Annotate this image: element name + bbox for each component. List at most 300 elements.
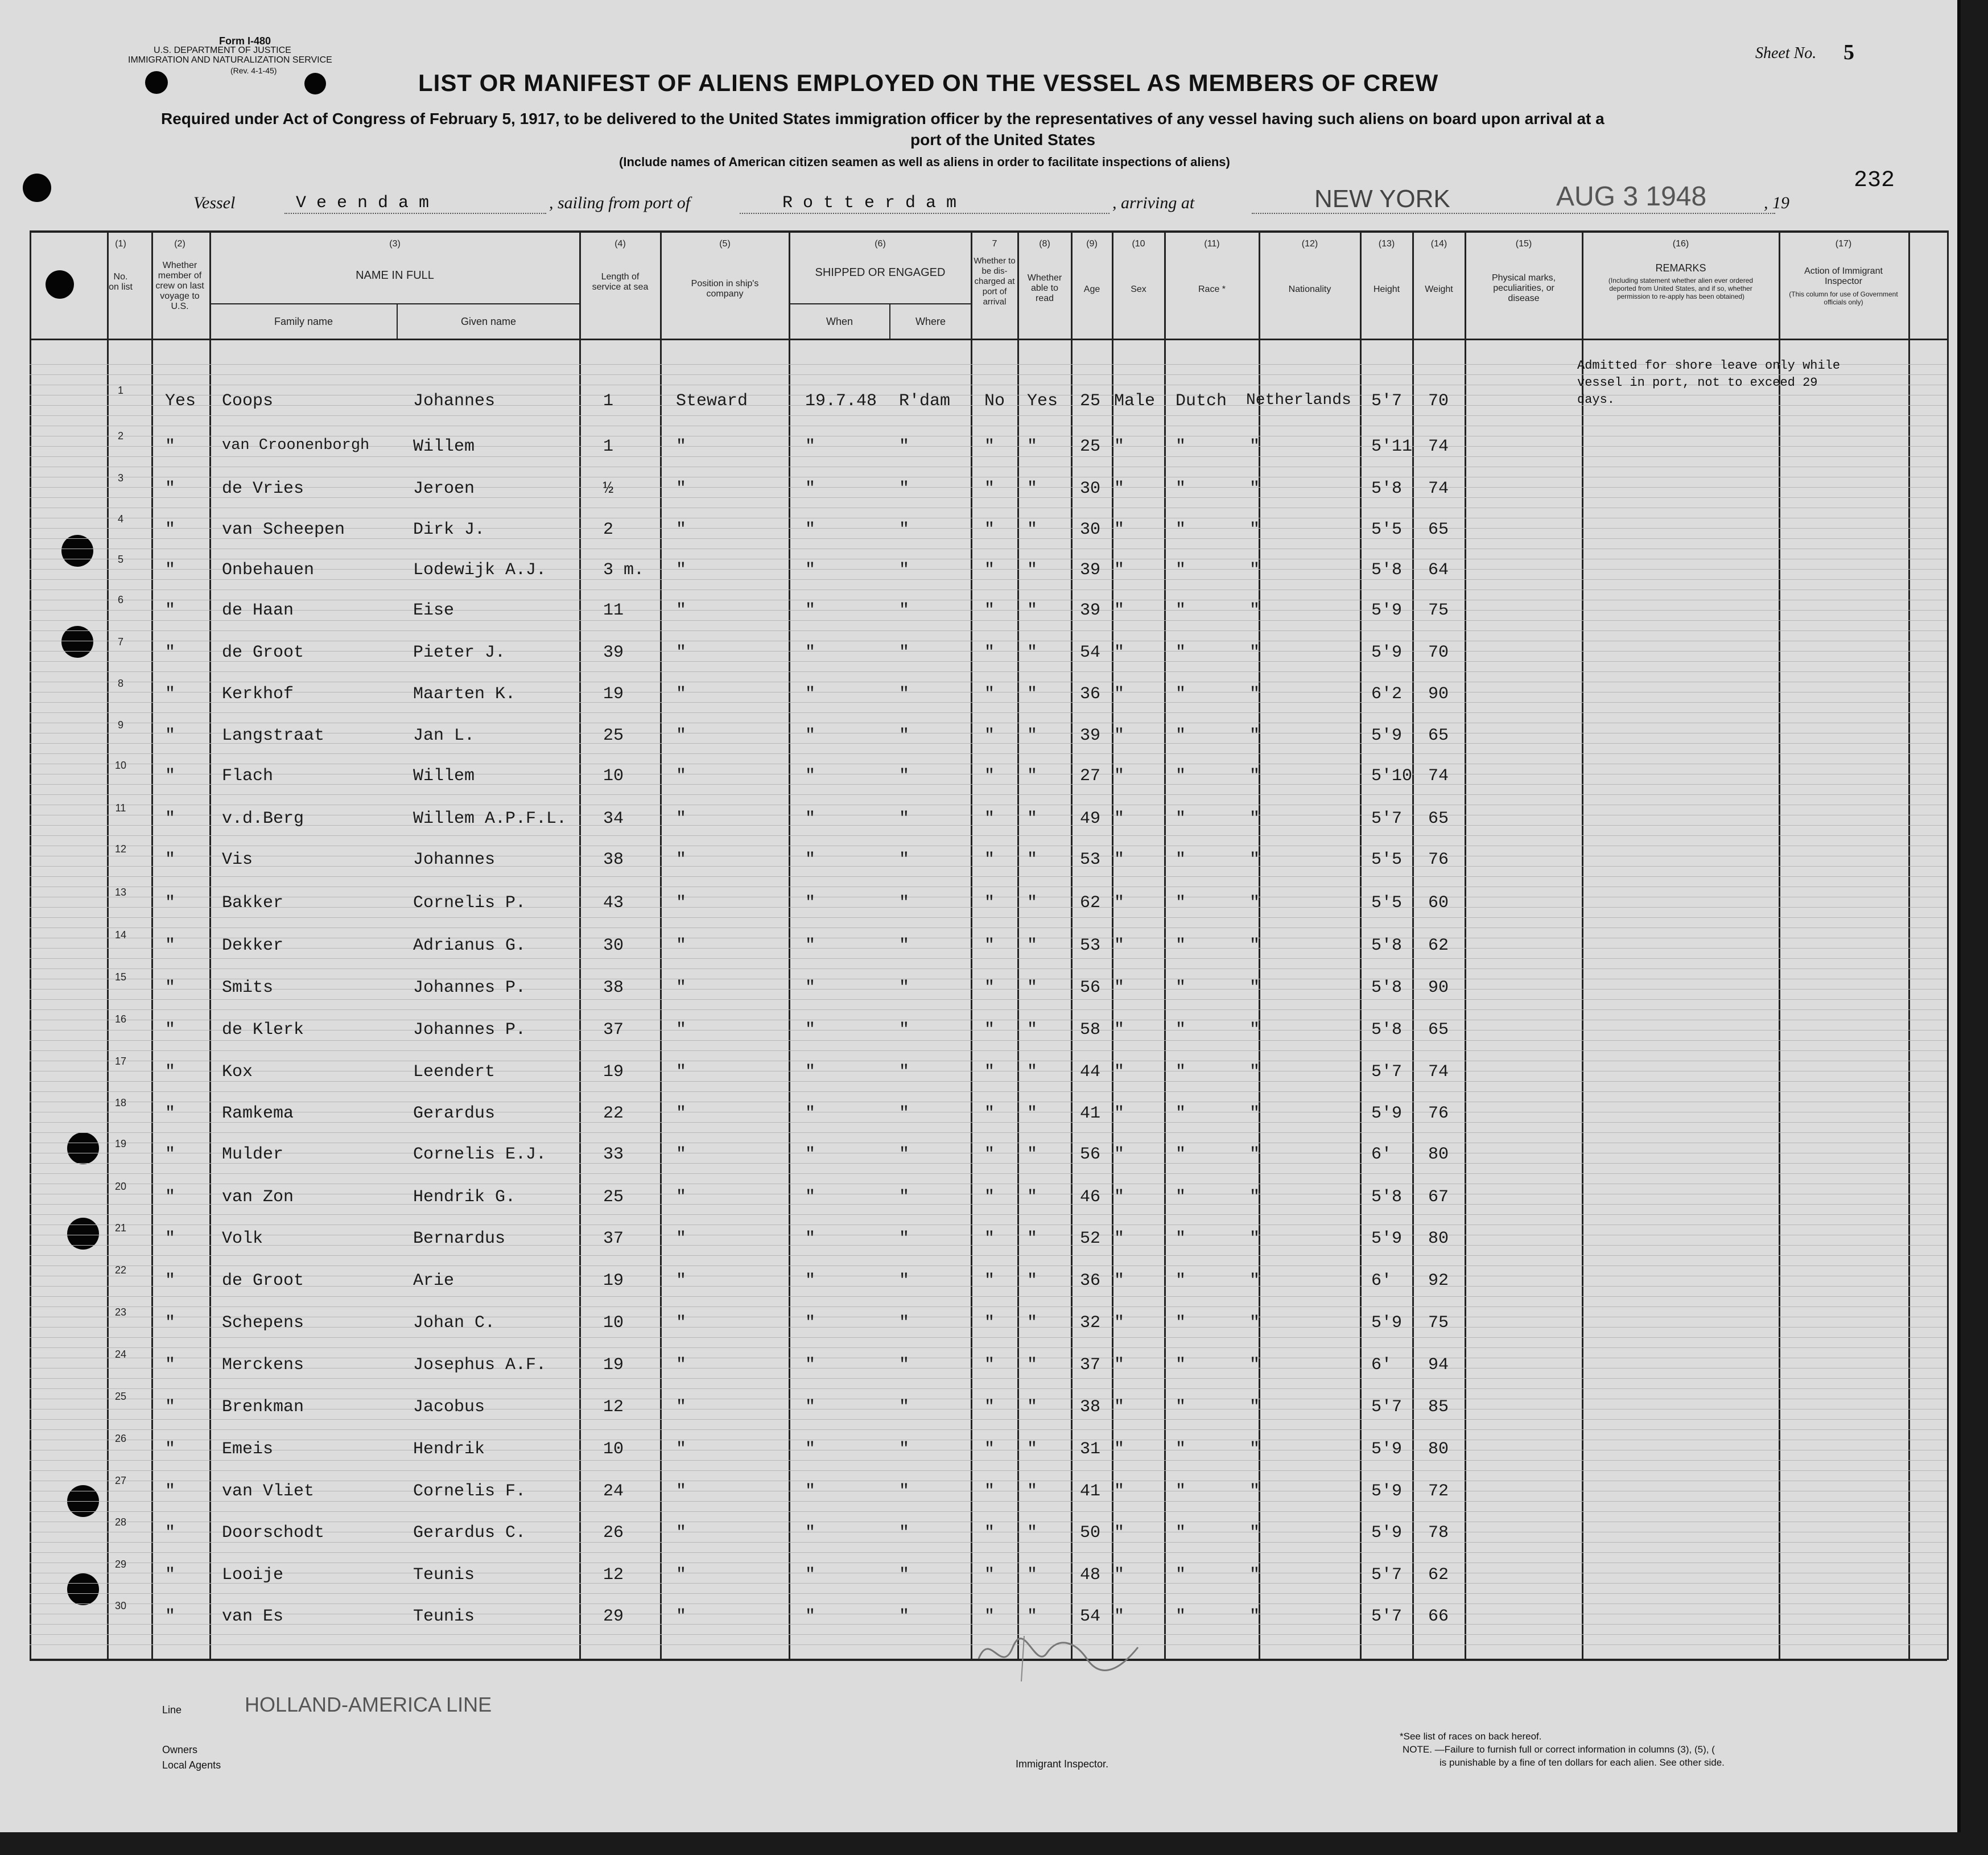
cell-family: Doorschodt [222,1523,325,1543]
cell-position: " [676,1188,687,1207]
cell-position: " [676,520,687,539]
cell-service: 39 [603,643,624,662]
cell-family: de Vries [222,479,304,498]
cell-family: Onbehauen [222,560,315,580]
punch-hole [23,174,51,202]
cell-prev: " [165,1020,176,1040]
cell-prev: " [165,1398,176,1417]
cell-read: " [1027,1607,1038,1626]
row-number: 24 [114,1349,127,1360]
year-label: , 19 [1764,193,1789,212]
cell-service: 34 [603,809,624,828]
cell-service: ½ [603,479,614,498]
cell-discharge: " [984,809,995,828]
cell-where: " [899,1565,910,1585]
column-divider [1947,230,1949,1660]
cell-where: " [899,1062,910,1082]
cell-read: " [1027,1104,1038,1123]
ruled-line [30,630,1947,631]
cell-read: " [1027,643,1038,662]
cell-age: 46 [1080,1188,1101,1207]
races-note: *See list of races on back hereof. [1400,1731,1542,1742]
cell-service: 26 [603,1523,624,1543]
cell-nationality: " [1249,437,1260,456]
arriving-label: , arriving at [1112,193,1195,212]
cell-age: 53 [1080,850,1101,869]
cell-discharge: " [984,726,995,745]
ruled-line [30,620,1947,621]
cell-family: Volk [222,1229,263,1248]
cell-discharge: " [984,978,995,997]
penalty-note-2: is punishable by a fine of ten dollars for each alien. See other side. [1440,1757,1725,1768]
cell-family: van Zon [222,1188,294,1207]
cell-nationality: " [1249,1565,1260,1585]
cell-service: 37 [603,1020,624,1040]
cell-when: " [805,1523,816,1543]
col10-header: Sex [1131,285,1146,294]
cell-race: " [1176,1062,1186,1082]
cell-given: Jacobus [413,1398,485,1417]
cell-race: Dutch [1176,391,1227,411]
col8-number: (8) [1039,239,1050,249]
cell-service: 37 [603,1229,624,1248]
cell-where: " [899,1398,910,1417]
cell-family: van Croonenborgh [222,437,370,454]
cell-read: " [1027,479,1038,498]
cell-when: " [805,437,816,456]
cell-service: 1 [603,391,614,411]
cell-position: " [676,1020,687,1040]
cell-service: 12 [603,1565,624,1585]
col13-header: Height [1373,285,1400,294]
row-number: 21 [114,1222,127,1234]
col15-header: Physical marks, peculiarities, or disease [1491,273,1556,303]
cell-given: Cornelis F. [413,1482,526,1501]
cell-where: R'dam [899,391,951,411]
column-divider [1017,230,1019,1660]
ruled-line [30,835,1947,836]
cell-prev: " [165,643,176,662]
cell-race: " [1176,560,1186,580]
col4-header: Length of service at sea [592,272,649,292]
cell-nationality: " [1249,1188,1260,1207]
cell-nationality: " [1249,978,1260,997]
cell-family: Brenkman [222,1398,304,1417]
cell-service: 33 [603,1145,624,1164]
cell-height: 5'8 [1371,1020,1403,1040]
cell-discharge: " [984,1229,995,1248]
cell-age: 25 [1080,437,1101,456]
cell-read: " [1027,685,1038,704]
row-number: 26 [114,1433,127,1444]
cell-where: " [899,1104,910,1123]
cell-discharge: " [984,1145,995,1164]
cell-family: Smits [222,978,274,997]
cell-given: Willem [413,766,475,786]
line-label: Line [162,1704,182,1716]
cell-service: 25 [603,1188,624,1207]
cell-family: Kox [222,1062,253,1082]
cell-service: 1 [603,437,614,456]
cell-given: Hendrik [413,1440,485,1459]
cell-when: " [805,643,816,662]
ruled-line [30,794,1947,795]
cell-age: 27 [1080,766,1101,786]
cell-height: 5'8 [1371,1188,1403,1207]
cell-race: " [1176,1523,1186,1543]
page-stamp: 232 [1854,168,1895,193]
cell-where: " [899,936,910,955]
cell-sex: " [1114,1188,1125,1207]
form-service: IMMIGRATION AND NATURALIZATION SERVICE [128,55,332,65]
cell-family: Emeis [222,1440,274,1459]
col12-number: (12) [1301,239,1318,249]
cell-where: " [899,1145,910,1164]
cell-nationality: " [1249,643,1260,662]
cell-family: Ramkema [222,1104,294,1123]
cell-race: " [1176,1313,1186,1333]
col15-number: (15) [1515,239,1532,249]
cell-nationality: " [1249,1355,1260,1375]
cell-weight: 74 [1428,1062,1449,1082]
cell-height: 5'5 [1371,850,1403,869]
cell-discharge: " [984,893,995,913]
cell-weight: 64 [1428,560,1449,580]
cell-weight: 78 [1428,1523,1449,1543]
cell-prev: " [165,1607,176,1626]
cell-prev: " [165,601,176,620]
shipping-line: HOLLAND-AMERICA LINE [245,1693,492,1716]
cell-race: " [1176,893,1186,913]
cell-weight: 80 [1428,1145,1449,1164]
cell-where: " [899,643,910,662]
row-number: 11 [115,802,126,814]
cell-service: 12 [603,1398,624,1417]
row-number: 15 [114,971,127,983]
cell-race: " [1176,643,1186,662]
cell-weight: 67 [1428,1188,1449,1207]
cell-position: " [676,560,687,580]
cell-family: Merckens [222,1355,304,1375]
col14-number: (14) [1430,239,1447,249]
ruled-line [30,1470,1947,1471]
cell-sex: " [1114,978,1125,997]
cell-race: " [1176,1020,1186,1040]
cell-family: Langstraat [222,726,325,745]
column-divider [1465,230,1466,1660]
cell-read: " [1027,1271,1038,1291]
cell-sex: " [1114,893,1125,913]
cell-family: Kerkhof [222,685,294,704]
col6-number: (6) [875,239,886,249]
cell-age: 38 [1080,1398,1101,1417]
cell-weight: 62 [1428,936,1449,955]
cell-sex: " [1114,1565,1125,1585]
cell-height: 5'8 [1371,479,1403,498]
cell-prev: " [165,520,176,539]
cell-read: " [1027,1565,1038,1585]
cell-weight: 62 [1428,1565,1449,1585]
cell-when: " [805,1145,816,1164]
cell-sex: " [1114,1020,1125,1040]
cell-where: " [899,685,910,704]
cell-sex: " [1114,1440,1125,1459]
cell-height: 5'7 [1371,1607,1403,1626]
cell-where: " [899,893,910,913]
cell-sex: " [1114,601,1125,620]
column-divider [789,230,790,1660]
cell-when: " [805,479,816,498]
cell-weight: 92 [1428,1271,1449,1291]
cell-prev: " [165,479,176,498]
cell-nationality: " [1249,1607,1260,1626]
cell-sex: " [1114,726,1125,745]
cell-nationality: " [1249,1145,1260,1164]
cell-when: " [805,726,816,745]
cell-given: Eise [413,601,455,620]
punch-hole [61,535,93,567]
cell-given: Jan L. [413,726,475,745]
cell-nationality: " [1249,1313,1260,1333]
cell-sex: " [1114,520,1125,539]
cell-prev: " [165,766,176,786]
cell-height: 5'10 [1371,766,1413,786]
cell-where: " [899,601,910,620]
cell-when: " [805,1355,816,1375]
cell-given: Maarten K. [413,685,516,704]
col6-where-header: Where [915,316,946,327]
cell-service: 2 [603,520,614,539]
cell-sex: " [1114,1313,1125,1333]
cell-prev: " [165,809,176,828]
col9-header: Age [1083,285,1100,294]
cell-age: 44 [1080,1062,1101,1082]
column-divider [971,230,972,1660]
cell-family: Coops [222,391,274,411]
cell-position: " [676,1313,687,1333]
cell-prev: " [165,1523,176,1543]
inspector-label: Immigrant Inspector. [1016,1758,1109,1770]
cell-discharge: " [984,1523,995,1543]
column-divider [1071,230,1073,1660]
cell-weight: 94 [1428,1355,1449,1375]
col7-number: 7 [992,239,997,249]
cell-height: 5'8 [1371,936,1403,955]
cell-given: Arie [413,1271,455,1291]
col11-number: (11) [1204,239,1220,249]
cell-sex: " [1114,1482,1125,1501]
row-number: 14 [114,929,127,941]
cell-service: 3 m. [603,560,645,580]
cell-when: " [805,1271,816,1291]
cell-where: " [899,437,910,456]
cell-service: 29 [603,1607,624,1626]
cell-height: 5'11 [1371,437,1413,456]
cell-race: " [1176,685,1186,704]
cell-weight: 75 [1428,1313,1449,1333]
cell-race: " [1176,479,1186,498]
ruled-line [30,1603,1947,1604]
cell-position: " [676,479,687,498]
cell-weight: 70 [1428,643,1449,662]
cell-age: 37 [1080,1355,1101,1375]
cell-read: Yes [1027,391,1058,411]
row-number: 12 [114,843,127,855]
cell-service: 38 [603,850,624,869]
row-number: 2 [117,430,123,442]
cell-weight: 60 [1428,893,1449,913]
col10-number: (10 [1132,239,1145,249]
cell-race: " [1176,1607,1186,1626]
row-number: 9 [117,719,123,731]
cell-height: 6' [1371,1271,1392,1291]
cell-where: " [899,1523,910,1543]
column-divider [1908,230,1910,1660]
cell-read: " [1027,1145,1038,1164]
cell-family: de Klerk [222,1020,304,1040]
cell-height: 5'7 [1371,391,1403,411]
owners-label: Owners [162,1744,198,1755]
cell-position: " [676,1523,687,1543]
cell-position: " [676,1482,687,1501]
cell-prev: " [165,726,176,745]
cell-family: Looije [222,1565,284,1585]
cell-discharge: " [984,766,995,786]
ruled-line [30,1347,1947,1348]
cell-position: " [676,809,687,828]
cell-nationality: " [1249,1020,1260,1040]
cell-sex: " [1114,1523,1125,1543]
cell-when: " [805,936,816,955]
cell-nationality: " [1249,850,1260,869]
cell-sex: " [1114,685,1125,704]
cell-prev: Yes [165,391,196,411]
cell-height: 6' [1371,1145,1392,1164]
cell-where: " [899,1229,910,1248]
ruled-line [30,1378,1947,1379]
cell-sex: " [1114,1355,1125,1375]
subtitle-line-1: Required under Act of Congress of February 5, 1917, to be delivered to the United States immigration officer by the representatives of any vessel having such aliens on board upon arrival at a [161,110,1605,127]
cell-height: 5'9 [1371,1229,1403,1248]
row-number: 16 [114,1013,127,1025]
cell-nationality: " [1249,936,1260,955]
cell-height: 5'7 [1371,809,1403,828]
cell-discharge: " [984,601,995,620]
cell-where: " [899,1440,910,1459]
ruled-line [30,1593,1947,1594]
cell-weight: 65 [1428,1020,1449,1040]
ruled-line [30,1050,1947,1051]
cell-where: " [899,1271,910,1291]
cell-given: Pieter J. [413,643,506,662]
cell-height: 5'7 [1371,1565,1403,1585]
cell-race: " [1176,437,1186,456]
cell-prev: " [165,1482,176,1501]
cell-family: van Scheepen [222,520,345,539]
cell-given: Bernardus [413,1229,506,1248]
cell-read: " [1027,560,1038,580]
punch-hole [145,71,168,94]
cell-given: Dirk J. [413,520,485,539]
cell-position: " [676,685,687,704]
row-number: 25 [114,1391,127,1402]
cell-family: de Groot [222,1271,304,1291]
cell-weight: 76 [1428,1104,1449,1123]
cell-service: 25 [603,726,624,745]
cell-position: Steward [676,391,748,411]
col2-number: (2) [174,239,185,249]
cell-nationality: " [1249,1062,1260,1082]
ruled-line [30,1552,1947,1553]
cell-given: Johannes P. [413,978,526,997]
ruled-line [30,1429,1947,1430]
cell-family: Dekker [222,936,284,955]
cell-when: " [805,850,816,869]
cell-nationality: " [1249,1482,1260,1501]
ruled-line [30,1255,1947,1256]
cell-position: " [676,1565,687,1585]
cell-prev: " [165,936,176,955]
row-number: 29 [114,1559,127,1570]
column-divider [1164,230,1166,1660]
row-number: 5 [117,554,123,565]
cell-where: " [899,1313,910,1333]
cell-position: " [676,726,687,745]
cell-sex: " [1114,850,1125,869]
cell-read: " [1027,1440,1038,1459]
ruled-line [30,1388,1947,1389]
column-divider [579,230,581,1660]
cell-read: " [1027,1398,1038,1417]
ruled-line [30,1501,1947,1502]
cell-where: " [899,809,910,828]
cell-position: " [676,850,687,869]
ruled-line [30,876,1947,877]
cell-weight: 66 [1428,1607,1449,1626]
ruled-line [30,1296,1947,1297]
cell-height: 5'5 [1371,893,1403,913]
row-number: 8 [117,678,123,689]
cell-weight: 80 [1428,1229,1449,1248]
cell-race: " [1176,1482,1186,1501]
page-title: LIST OR MANIFEST OF ALIENS EMPLOYED ON THE VESSEL AS MEMBERS OF CREW [418,69,1439,96]
ruled-line [30,1091,1947,1092]
cell-read: " [1027,726,1038,745]
cell-age: 54 [1080,1607,1101,1626]
cell-service: 43 [603,893,624,913]
cell-nationality: " [1249,601,1260,620]
col6-header: SHIPPED OR ENGAGED [815,266,946,279]
cell-read: " [1027,437,1038,456]
cell-where: " [899,1355,910,1375]
cell-race: " [1176,936,1186,955]
cell-prev: " [165,893,176,913]
cell-prev: " [165,1440,176,1459]
col13-number: (13) [1378,239,1395,249]
cell-age: 41 [1080,1104,1101,1123]
port-of-departure: R o t t e r d a m [782,193,957,213]
punch-hole [67,1573,99,1605]
cell-race: " [1176,1398,1186,1417]
cell-age: 50 [1080,1523,1101,1543]
cell-read: " [1027,936,1038,955]
cell-read: " [1027,978,1038,997]
cell-prev: " [165,437,176,456]
cell-age: 48 [1080,1565,1101,1585]
cell-read: " [1027,1229,1038,1248]
ruled-line [30,917,1947,918]
cell-height: 5'9 [1371,1440,1403,1459]
